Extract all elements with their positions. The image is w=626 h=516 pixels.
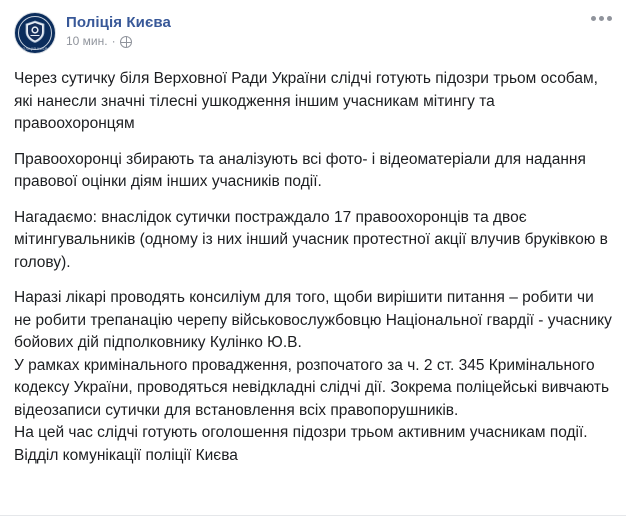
police-shield-icon (25, 20, 45, 44)
post-header (0, 0, 626, 58)
post-meta (66, 34, 171, 49)
post-body (0, 58, 626, 467)
globe-icon[interactable] (120, 36, 132, 48)
post-paragraph: Наразі лікарі проводять консиліум для того, щоби вирішити питання – робити чи не робити трепанацію черепу військовослужбовцю Національної гвардії - учаснику бойових дій підполковнику Кулінко Ю.В. (14, 289, 612, 351)
post-paragraph: У рамках кримінального провадження, розпочатого за ч. 2 ст. 345 Кримінального кодексу України, проводяться невідкладні слідчі дії. Зокрема поліцейські вивчають відеозаписи сутички для встановлення всіх правопорушників. (14, 356, 610, 419)
dot (591, 16, 596, 21)
post-signature: Відділ комунікації поліції Києва (14, 446, 238, 464)
post-timestamp[interactable]: 10 мин. (66, 34, 108, 48)
post-paragraph: Через сутичку біля Верховної Ради України слідчі готують підозри трьом особам, які нанесли значні тілесні ушкодження іншим учасникам мітингу та правоохоронцям (14, 70, 598, 132)
more-options-icon[interactable] (591, 16, 612, 21)
dot (607, 16, 612, 21)
dot (599, 16, 604, 21)
post-paragraph: Нагадаємо: внаслідок сутички постраждало 17 правоохоронців та двоє мітингувальників (одному із них інший учасник протестної акції влучив бруківкою в голову). (14, 208, 608, 271)
meta-separator: · (111, 34, 116, 48)
post-paragraph: На цей час слідчі готують оголошення підозри трьом активним учасникам події. (14, 424, 588, 441)
avatar-badge-text: ПОЛІЦІЯ КИЄВА (19, 47, 51, 51)
avatar[interactable] (14, 12, 56, 54)
page-name-link[interactable]: Поліція Києва (66, 14, 171, 31)
post-header-text (66, 12, 171, 49)
post-paragraph: Правоохоронці збирають та аналізують всі фото- і відеоматеріали для надання правової оцінки діям інших учасників події. (14, 150, 586, 190)
